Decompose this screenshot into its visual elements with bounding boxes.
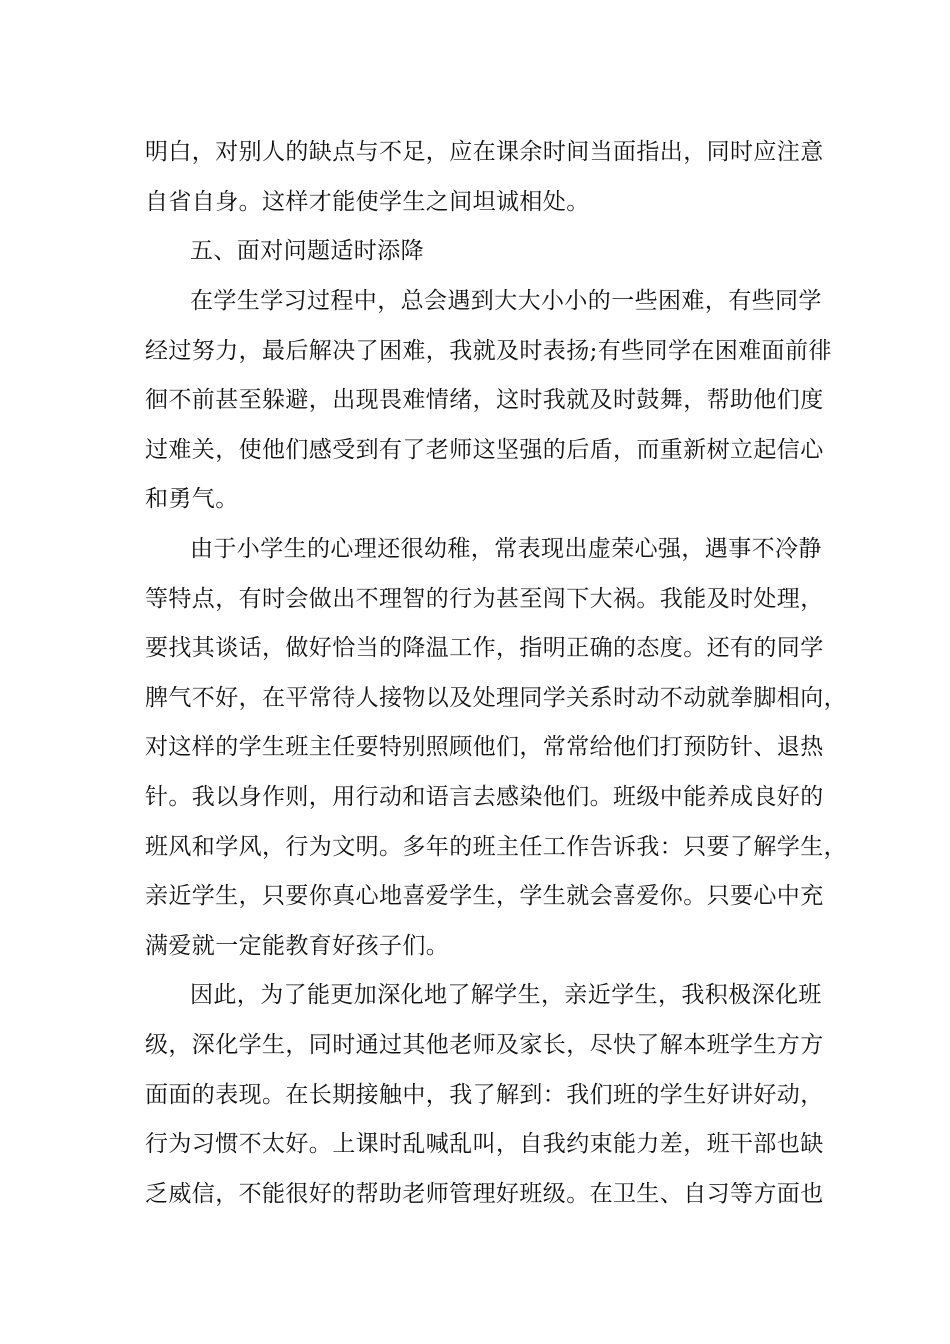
text-line: 班风和学风，行为文明。多年的班主任工作告诉我：只要了解学生， (145, 834, 847, 860)
text-line: 乏威信，不能很好的帮助老师管理好班级。在卫生、自习等方面也 (145, 1181, 824, 1207)
text-line: 亲近学生，只要你真心地喜爱学生，学生就会喜爱你。只要心中充 (145, 883, 824, 909)
text-line: 要找其谈话，做好恰当的降温工作，指明正确的态度。还有的同学 (145, 635, 824, 661)
text-line: 自省自身。这样才能使学生之间坦诚相处。 (145, 189, 590, 215)
text-line: 面面的表现。在长期接触中，我了解到：我们班的学生好讲好动， (145, 1082, 824, 1108)
text-line: 经过努力，最后解决了困难，我就及时表扬;有些同学在困难面前徘 (145, 338, 832, 364)
text-line: 明白，对别人的缺点与不足，应在课余时间当面指出，同时应注意 (145, 139, 824, 165)
text-line: 过难关，使他们感受到有了老师这坚强的后盾，而重新树立起信心 (145, 437, 824, 463)
text-line: 针。我以身作则，用行动和语言去感染他们。班级中能养成良好的 (145, 784, 824, 810)
text-line: 和勇气。 (145, 486, 239, 512)
text-line: 对这样的学生班主任要特别照顾他们，常常给他们打预防针、退热 (145, 734, 824, 760)
section-heading: 五、面对问题适时添降 (190, 238, 424, 264)
text-line: 行为习惯不太好。上课时乱喊乱叫，自我约束能力差，班干部也缺 (145, 1131, 824, 1157)
text-line: 由于小学生的心理还很幼稚，常表现出虚荣心强，遇事不冷静 (190, 536, 822, 562)
text-line: 级，深化学生，同时通过其他老师及家长，尽快了解本班学生方方 (145, 1032, 824, 1058)
text-line: 满爱就一定能教育好孩子们。 (145, 933, 450, 959)
text-line: 等特点，有时会做出不理智的行为甚至闯下大祸。我能及时处理， (145, 586, 824, 612)
text-line: 在学生学习过程中，总会遇到大大小小的一些困难，有些同学 (190, 288, 822, 314)
text-line: 脾气不好，在平常待人接物以及处理同学关系时动不动就拳脚相向， (145, 685, 847, 711)
text-line: 徊不前甚至躲避，出现畏难情绪，这时我就及时鼓舞，帮助他们度 (145, 387, 824, 413)
text-line: 因此，为了能更加深化地了解学生，亲近学生，我积极深化班 (190, 982, 822, 1008)
